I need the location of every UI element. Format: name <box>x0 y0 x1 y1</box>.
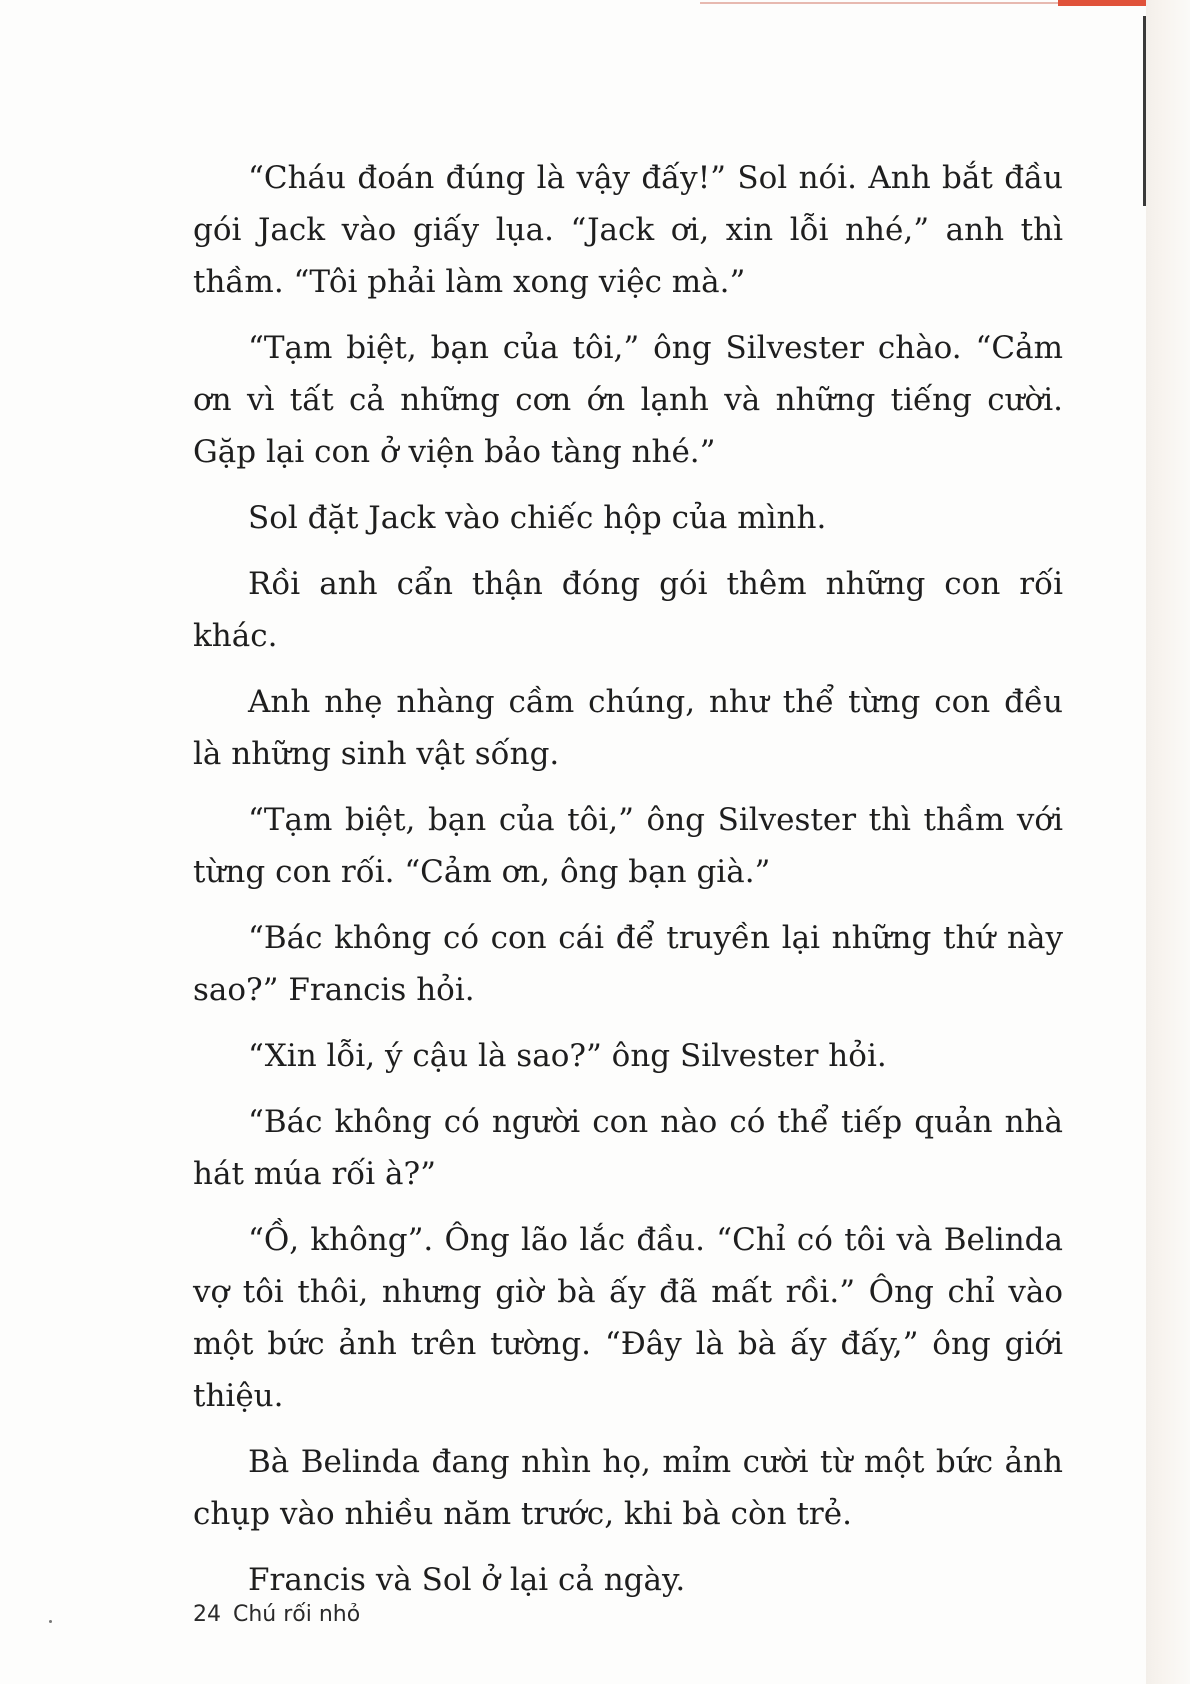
scan-edge-line <box>700 2 1060 4</box>
paragraph: Bà Belinda đang nhìn họ, mỉm cười từ một bức ảnh chụp vào nhiều năm trước, khi bà còn trẻ. <box>193 1444 1063 1532</box>
story-text <box>193 152 1063 1620</box>
paragraph: “Tạm biệt, bạn của tôi,” ông Silvester chào. “Cảm ơn vì tất cả những cơn ớn lạnh và những tiếng cười. Gặp lại con ở viện bảo tàng nhé.” <box>193 330 1063 470</box>
paragraph: “Tạm biệt, bạn của tôi,” ông Silvester thì thầm với từng con rối. “Cảm ơn, ông bạn già.” <box>193 802 1063 890</box>
paragraph: “Cháu đoán đúng là vậy đấy!” Sol nói. Anh bắt đầu gói Jack vào giấy lụa. “Jack ơi, xin lỗi nhé,” anh thì thầm. “Tôi phải làm xong việc mà.” <box>193 160 1063 300</box>
paragraph: Anh nhẹ nhàng cầm chúng, như thể từng con đều là những sinh vật sống. <box>193 684 1063 772</box>
paragraph: Francis và Sol ở lại cả ngày. <box>248 1562 686 1598</box>
paragraph: “Bác không có con cái để truyền lại những thứ này sao?” Francis hỏi. <box>193 920 1063 1008</box>
page-binding-shadow <box>1146 0 1190 1684</box>
running-title: Chú rối nhỏ <box>233 1602 361 1627</box>
paragraph: Rồi anh cẩn thận đóng gói thêm những con rối khác. <box>193 566 1063 654</box>
page-number: 24 <box>193 1602 221 1627</box>
scan-edge-mark <box>1143 16 1146 206</box>
paragraph: “Xin lỗi, ý cậu là sao?” ông Silvester hỏi. <box>248 1038 887 1074</box>
paragraph: Sol đặt Jack vào chiếc hộp của mình. <box>248 500 827 536</box>
paragraph: “Ồ, không”. Ông lão lắc đầu. “Chỉ có tôi và Belinda vợ tôi thôi, nhưng giờ bà ấy đã mất rồi.” Ông chỉ vào một bức ảnh trên tường. “Đây là bà ấy đấy,” ông giới thiệu. <box>193 1222 1063 1414</box>
page-footer <box>193 1602 360 1627</box>
scan-speck <box>49 1620 52 1623</box>
paragraph: “Bác không có người con nào có thể tiếp quản nhà hát múa rối à?” <box>193 1104 1063 1192</box>
